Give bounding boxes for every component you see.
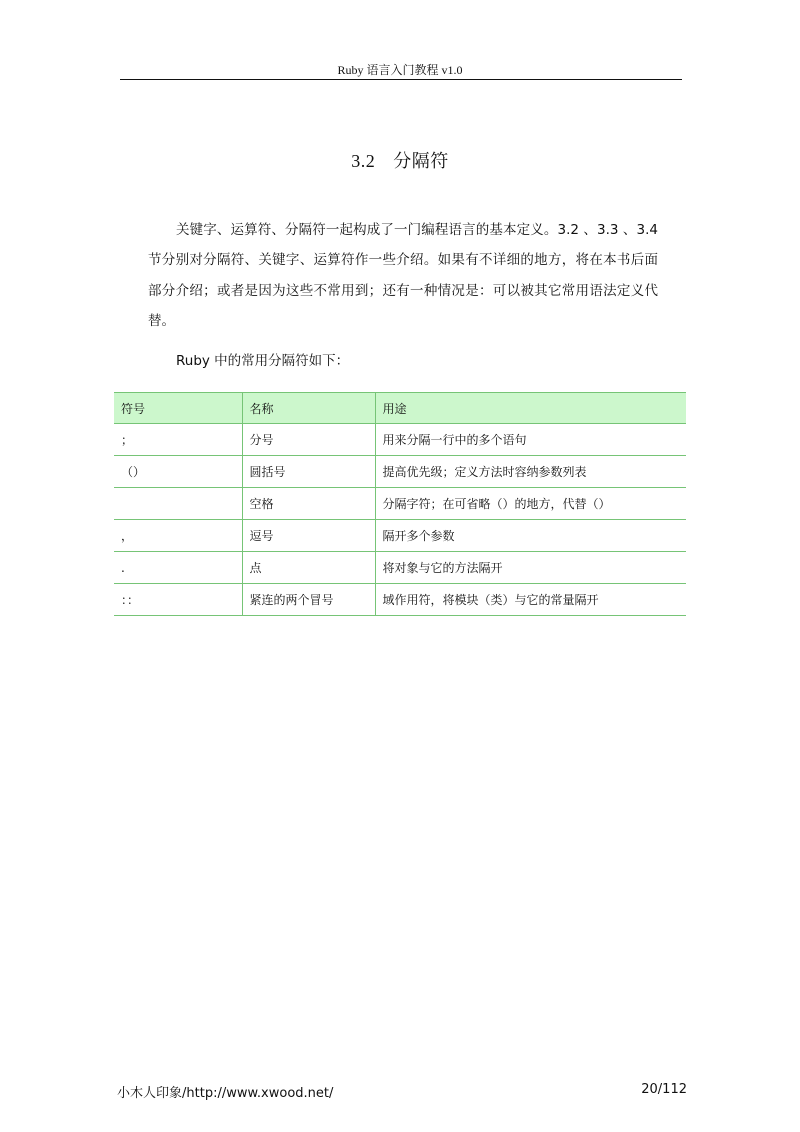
table-row bbox=[114, 488, 686, 520]
table-row bbox=[114, 456, 686, 488]
cell-usage: 隔开多个参数 bbox=[375, 520, 686, 552]
page-number: 20/112 bbox=[641, 1082, 687, 1097]
cell-name: 圆括号 bbox=[242, 456, 375, 488]
table-intro: Ruby 中的常用分隔符如下： bbox=[176, 353, 350, 369]
cell-name: 紧连的两个冒号 bbox=[242, 584, 375, 616]
header-name: 名称 bbox=[242, 393, 375, 424]
section-title-text: 分隔符 bbox=[393, 151, 449, 171]
cell-usage: 提高优先级；定义方法时容纳参数列表 bbox=[375, 456, 686, 488]
table-row bbox=[114, 520, 686, 552]
separator-table bbox=[114, 392, 686, 616]
header-symbol: 符号 bbox=[114, 393, 242, 424]
section-heading bbox=[0, 147, 800, 173]
section-number: 3.2 bbox=[351, 151, 376, 171]
running-header: Ruby 语言入门教程 v1.0 bbox=[337, 63, 463, 77]
cell-usage: 分隔字符；在可省略（）的地方，代替（） bbox=[375, 488, 686, 520]
header-divider bbox=[120, 79, 682, 80]
cell-usage: 用来分隔一行中的多个语句 bbox=[375, 424, 686, 456]
cell-name: 分号 bbox=[242, 424, 375, 456]
table-row bbox=[114, 552, 686, 584]
header-usage: 用途 bbox=[375, 393, 686, 424]
cell-symbol: （） bbox=[114, 456, 242, 488]
cell-usage: 将对象与它的方法隔开 bbox=[375, 552, 686, 584]
cell-name: 点 bbox=[242, 552, 375, 584]
cell-symbol: ， bbox=[114, 520, 242, 552]
cell-name: 逗号 bbox=[242, 520, 375, 552]
cell-usage: 域作用符，将模块（类）与它的常量隔开 bbox=[375, 584, 686, 616]
body-paragraph: 关键字、运算符、分隔符一起构成了一门编程语言的基本定义。3.2 、3.3 、3.4 节分别对分隔符、关键字、运算符作一些介绍。如果有不详细的地方，将在本书后面部分介绍；或者是因为这些不常用到；还有一种情况是：可以被其它常用语法定义代替。 bbox=[148, 221, 658, 329]
cell-symbol: ：： bbox=[114, 584, 242, 616]
footer-site: 小木人印象/http://www.xwood.net/ bbox=[117, 1086, 334, 1101]
cell-name: 空格 bbox=[242, 488, 375, 520]
table-row bbox=[114, 584, 686, 616]
cell-symbol: ； bbox=[114, 424, 242, 456]
cell-symbol: . bbox=[114, 552, 242, 584]
table-header-row bbox=[114, 393, 686, 424]
table-row bbox=[114, 424, 686, 456]
cell-symbol bbox=[114, 488, 242, 520]
